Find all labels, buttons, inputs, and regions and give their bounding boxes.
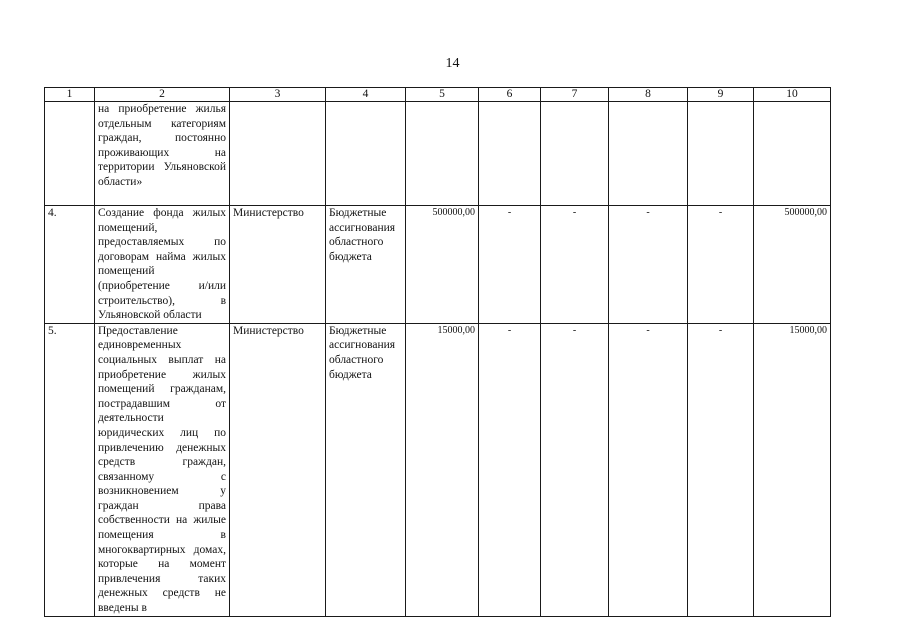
cell-col10: 15000,00 bbox=[754, 323, 831, 616]
cell-number: 5. bbox=[45, 323, 95, 616]
cell-col8: - bbox=[609, 206, 688, 324]
cell-col6: - bbox=[479, 206, 541, 324]
header-col-2: 2 bbox=[95, 88, 230, 102]
cell-description: Предоставление единовременных социальных выплат на приобретение жилых помещений гражданам, пострадавшим от деятельности юридических лиц по привлечению денежных средств граждан, связанному с возникновением у граждан права собственности на жилые помещения в многоквартирных домах, которые на момент привлечения таких денежных средств не введены в bbox=[95, 323, 230, 616]
header-col-1: 1 bbox=[45, 88, 95, 102]
header-row bbox=[45, 88, 831, 102]
header-col-10: 10 bbox=[754, 88, 831, 102]
cell-executor: Министерство bbox=[230, 206, 326, 324]
cell-col6: - bbox=[479, 323, 541, 616]
header-col-6: 6 bbox=[479, 88, 541, 102]
table-row-continued bbox=[45, 102, 831, 206]
header-col-8: 8 bbox=[609, 88, 688, 102]
cell-col5 bbox=[406, 102, 479, 206]
cell-col9: - bbox=[688, 323, 754, 616]
cell-executor bbox=[230, 102, 326, 206]
cell-col7: - bbox=[541, 323, 609, 616]
cell-col9 bbox=[688, 102, 754, 206]
table-row bbox=[45, 206, 831, 324]
cell-description: на приобретение жилья отдельным категориям граждан, постоянно проживающих на территории Ульяновской области» bbox=[95, 102, 230, 206]
cell-number: 4. bbox=[45, 206, 95, 324]
cell-col10 bbox=[754, 102, 831, 206]
cell-col5: 15000,00 bbox=[406, 323, 479, 616]
cell-col7: - bbox=[541, 206, 609, 324]
cell-number bbox=[45, 102, 95, 206]
cell-source bbox=[326, 102, 406, 206]
header-col-7: 7 bbox=[541, 88, 609, 102]
cell-source: Бюджетные ассигнования областного бюджета bbox=[326, 206, 406, 324]
cell-source: Бюджетные ассигнования областного бюджета bbox=[326, 323, 406, 616]
cell-description: Создание фонда жилых помещений, предоставляемых по договорам найма жилых помещений (приобретение и/или строительство), в Ульяновской области bbox=[95, 206, 230, 324]
cell-col5: 500000,00 bbox=[406, 206, 479, 324]
cell-col9: - bbox=[688, 206, 754, 324]
table-row bbox=[45, 323, 831, 616]
cell-col8: - bbox=[609, 323, 688, 616]
cell-executor: Министерство bbox=[230, 323, 326, 616]
cell-col8 bbox=[609, 102, 688, 206]
budget-table bbox=[44, 87, 831, 617]
header-col-3: 3 bbox=[230, 88, 326, 102]
cell-col10: 500000,00 bbox=[754, 206, 831, 324]
header-col-9: 9 bbox=[688, 88, 754, 102]
cell-col6 bbox=[479, 102, 541, 206]
header-col-5: 5 bbox=[406, 88, 479, 102]
cell-col7 bbox=[541, 102, 609, 206]
header-col-4: 4 bbox=[326, 88, 406, 102]
page-number: 14 bbox=[445, 56, 460, 71]
